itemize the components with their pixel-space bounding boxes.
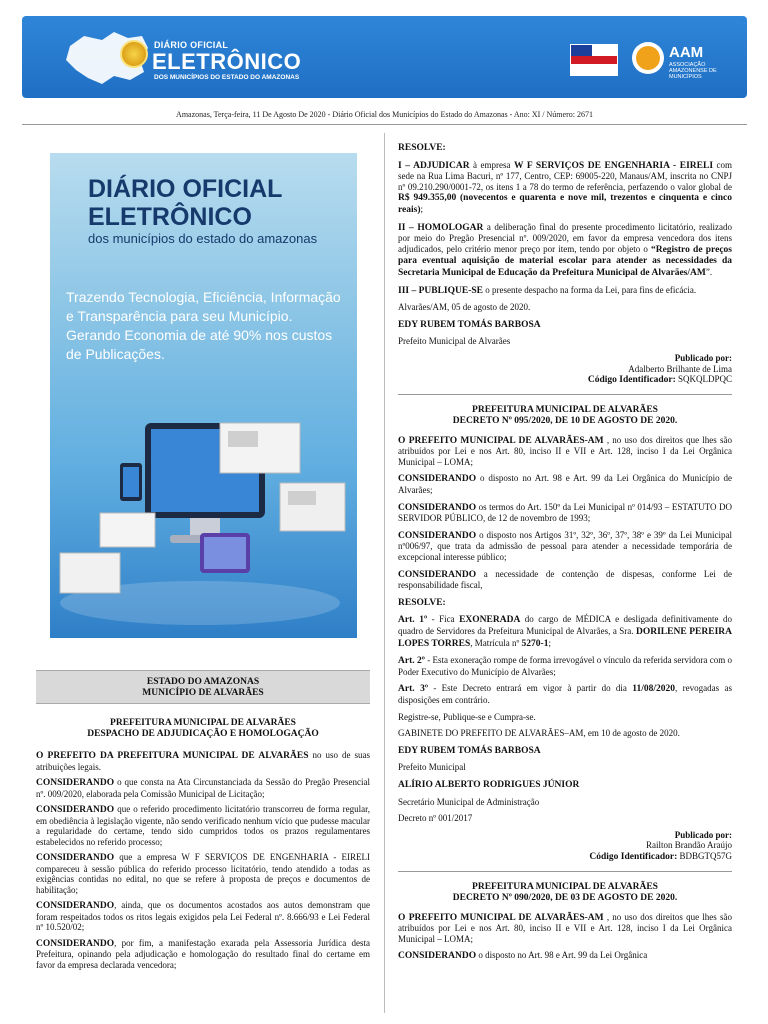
signer-name-text: EDY RUBEM TOMÁS BARBOSA [398, 319, 541, 330]
resolve-heading [398, 142, 732, 154]
signer-role: Secretário Municipal de Administração [398, 796, 540, 807]
article [398, 614, 732, 649]
signer-name [398, 319, 732, 331]
decree-title-line2: DECRETO Nº 090/2020, DE 03 DE AGOSTO DE 2020. [452, 892, 678, 903]
paragraph-lead: CONSIDERANDO [36, 778, 115, 788]
paragraph-text: o que consta na Ata Circunstanciada da Sessão do Pregão Presencial nº. 009/2020, elaborada pela Comissão Municipal de Licitação; [36, 777, 370, 799]
ad-title-line1: DIÁRIO OFICIAL [88, 175, 283, 203]
decree-reference: Decreto nº 001/2017 [398, 813, 473, 824]
paragraph-text: , no uso dos direitos que lhes são atribuídos por Lei e nos Art. 80, inciso II e VII e Art. 128, inciso I da Lei Orgânica Municipal – LOMA; [398, 434, 732, 467]
paragraph-lead: CONSIDERANDO [36, 938, 115, 949]
published-by-label: Publicado por: [674, 352, 732, 363]
item-lead: III – PUBLIQUE-SE [398, 285, 483, 296]
divider [398, 871, 732, 872]
paragraph [398, 569, 732, 591]
gabinete-text: GABINETE DO PREFEITO DE ALVARÃES–AM, em 10 de agosto de 2020. [398, 728, 680, 739]
item-publique [398, 285, 732, 297]
despacho-title-line1: PREFEITURA MUNICIPAL DE ALVARÃES [110, 718, 296, 728]
ad-title [88, 175, 282, 231]
publication-info [398, 830, 732, 863]
resolve-heading [398, 597, 732, 609]
code-label: Código Identificador: [589, 851, 678, 862]
ad-subtitle: dos municípios do estado do amazonas [88, 231, 318, 246]
paragraph-lead: CONSIDERANDO [36, 901, 115, 911]
aam-logo-text: AAM [669, 44, 704, 61]
municipality-name: MUNICÍPIO DE ALVARÃES [142, 688, 264, 698]
paragraph-text: , ainda, que os documentos acostados aos autos demonstram que foram respeitados todos os ritos legais exigidos pela Lei Federal nº. 8.666/93 e Lei Federal nº 10.520/02; [36, 900, 370, 932]
aam-logo-subtitle: ASSOCIAÇÃO AMAZONENSE DE MUNICÍPIOS [669, 62, 717, 80]
item-object: “Registro de preços para eventual aquisição de material escolar para atender as necessidades da Secretaria Municipal de Educação da Prefeitura Municipal de Alvarães/AM [398, 244, 732, 278]
paragraph-lead: CONSIDERANDO [36, 805, 115, 815]
decree-title [398, 405, 732, 427]
article-lead: Art. 3º [398, 684, 428, 695]
paragraph [398, 950, 732, 962]
article-text: , revogadas as disposições em contrário. [398, 683, 732, 705]
resolve-label: RESOLVE: [398, 143, 446, 153]
paragraph [36, 750, 370, 772]
article-text: ; [548, 637, 551, 648]
item-text: com sede na Rua Lima Bacuri, nº 177, Centro, CEP: 69005-220, Manaus/AM, inscrita no CNPJ nº 09.210.290/0001-72, os itens 1 a 78 do termo de referência, perfazendo o valor global de [398, 159, 733, 192]
advertisement-banner [50, 153, 357, 638]
global-value: R$ 949.355,00 (novecentos e quarenta e nove mil, trezentos e cinquenta e cinco reais) [398, 193, 732, 215]
divider [398, 394, 732, 395]
signer-role: Prefeito Municipal [398, 762, 466, 773]
article-lead: Art. 1º [398, 615, 428, 626]
item-adjudicar [398, 160, 732, 216]
signer-name-text: ALÍRIO ALBERTO RODRIGUES JÚNIOR [398, 779, 580, 790]
state-name: ESTADO DO AMAZONAS [146, 677, 260, 687]
paragraph [36, 938, 370, 971]
paragraph-text: a necessidade de contenção de dispesas, conforme Lei de responsabilidade fiscal, [398, 568, 732, 591]
paragraph [398, 473, 732, 495]
identifier-code: BDBGTQ57G [677, 850, 732, 861]
article-text: , Matrícula nº [470, 637, 522, 648]
ad-title-line2: ELETRÔNICO [88, 203, 252, 231]
article-text: do cargo de MÉDICA e desligada definitivamente do quadro de Servidores da Prefeitura Municipal de Alvarães, a Sra. [398, 614, 732, 636]
decree-title [398, 882, 732, 904]
paragraph-lead: CONSIDERANDO [398, 569, 477, 580]
paragraph [398, 530, 732, 563]
place-date: Alvarães/AM, 05 de agosto de 2020. [398, 302, 531, 313]
paragraph-lead: O PREFEITO MUNICIPAL DE ALVARÃES-AM [398, 435, 604, 446]
paragraph-text: o disposto no Art. 98 e Art. 99 da Lei Orgânica [476, 950, 648, 961]
item-lead: I – ADJUDICAR [398, 160, 470, 171]
article [398, 655, 732, 677]
despacho-title-line2: DESPACHO DE ADJUDICAÇÃO E HOMOLOGAÇÃO [87, 729, 319, 739]
paragraph-text: o disposto nos Artigos 31º, 32º, 36º, 37º, 38º e 39º da Lei Municipal nº006/97, que trata da admissão de pessoal para atender a necessidade temporária de excepcional interesse público; [398, 529, 732, 563]
paragraph [398, 912, 732, 945]
state-header-box [36, 670, 370, 704]
aam-logo-icon [632, 42, 664, 74]
article-text: - Esta exoneração rompe de forma irrevogável o vínculo da referida servidora com o Poder Executivo do Município de Alvarães; [398, 655, 732, 677]
ad-tagline: Trazendo Tecnologia, Eficiência, Informação e Transparência para seu Município. Gerando Economia de até 90% nos custos de Publicações. [66, 289, 341, 362]
paragraph-lead: O PREFEITO DA PREFEITURA MUNICIPAL DE ALVARÃES [36, 751, 309, 761]
item-text: ; [420, 203, 424, 214]
decree-title-line1: PREFEITURA MUNICIPAL DE ALVARÃES [472, 404, 658, 415]
amazonas-flag-icon [570, 44, 618, 76]
article [398, 683, 732, 705]
seal-icon [120, 40, 148, 68]
article-text: - Este Decreto entrará em vigor à partir do dia [427, 683, 633, 694]
paragraph-text: que o referido procedimento licitatório transcorreu de forma regular, em obediência à legislação vigente, não sendo verificado nenhum vício que pudesse macular a regularidade do certame, tendo sido cumpridos todos os prazos regulamentares estabelecidos no referido processo; [36, 804, 370, 847]
paragraph [398, 435, 732, 468]
edition-dateline: Amazonas, Terça-feira, 11 De Agosto De 2020 - Diário Oficial dos Municípios do Estado do Amazonas - Ano: XI / Número: 2671 [176, 110, 593, 119]
signer-role: Prefeito Municipal de Alvarães [398, 336, 511, 347]
paragraph-text: , por fim, a manifestação exarada pela Assessoria Jurídica desta Prefeitura, opinando pela adjudicação e homologação do resultado final do certame em favor da empresa declarada vencedora; [36, 937, 370, 970]
decree-title-line2: DECRETO Nº 095/2020, DE 10 DE AGOSTO DE 2020. [452, 415, 678, 426]
item-lead: II – HOMOLOGAR [398, 222, 484, 233]
effective-date: 11/08/2020 [632, 684, 676, 695]
brand-title: ELETRÔNICO [152, 49, 302, 74]
devices-illustration [50, 383, 357, 638]
signer-name [398, 779, 732, 791]
published-by-label: Publicado por: [674, 829, 732, 840]
paragraph-lead: CONSIDERANDO [398, 474, 477, 485]
item-text: o presente despacho na forma da Lei, para fins de eficácia. [483, 284, 697, 295]
person-name: DORILENE PEREIRA LOPES TORRES [398, 627, 732, 649]
paragraph-text: no uso de suas atribuições legais. [36, 750, 370, 772]
brand-top-text: DIÁRIO OFICIAL [154, 40, 229, 50]
paragraph-lead: CONSIDERANDO [398, 530, 477, 541]
paragraph [36, 852, 370, 895]
identifier-code: SQKQLDPQC [675, 374, 732, 385]
item-text: a deliberação final do presente procedimento licitatório, realizado por meio do Pregão Presencial nº. 009/2020, em favor da empresa vencedora dos itens adjudicados, pelo critério menor preço por item, tendo por objeto o [398, 221, 733, 254]
registre-text: Registre-se, Publique-se e Cumpra-se. [398, 711, 536, 722]
publisher-name: Railton Brandão Araújo [646, 840, 732, 851]
paragraph-lead: CONSIDERANDO [36, 853, 115, 863]
despacho-body [36, 750, 370, 975]
paragraph [36, 900, 370, 933]
despacho-title [36, 718, 370, 740]
signer-name-text: EDY RUBEM TOMÁS BARBOSA [398, 745, 541, 756]
paragraph-text: , no uso dos direitos que lhes são atribuídos por Lei e nos Art. 80, inciso II e VII e Art. 128, inciso I da Lei Orgânica Municipal – LOMA; [398, 911, 732, 944]
signer-name [398, 745, 732, 757]
paragraph-lead: CONSIDERANDO [398, 951, 477, 962]
article-text: - Fica [427, 614, 460, 625]
divider [22, 124, 747, 125]
brand-subtitle: DOS MUNICÍPIOS DO ESTADO DO AMAZONAS [154, 74, 300, 81]
paragraph-text: o disposto no Art. 98 e Art. 99 da Lei Orgânica do Município de Alvarães; [398, 473, 732, 496]
page-header [22, 16, 747, 98]
publication-info [398, 353, 732, 386]
paragraph-lead: O PREFEITO MUNICIPAL DE ALVARÃES-AM [398, 912, 604, 923]
company-name: W F SERVIÇOS DE ENGENHARIA - EIRELI [513, 160, 714, 171]
registration-number: 5270-1 [521, 638, 549, 649]
paragraph-text: os termos do Art. 150º da Lei Municipal nº 014/93 – ESTATUTO DO SERVIDOR PÚBLICO, de 12 de novembro de 1993; [398, 501, 732, 524]
paragraph-text: que a empresa W F SERVIÇOS DE ENGENHARIA - EIRELI compareceu à sessão pública do referido processo licitatório, tendo atendido a todas as exigências contidas no edital, no que se refere à proposta de preços e documentos de habilitação; [36, 852, 370, 895]
paragraph [36, 804, 370, 847]
article-emphasis: EXONERADA [459, 615, 521, 626]
publisher-name: Adalberto Brilhante de Lima [628, 363, 732, 374]
paragraph [398, 502, 732, 524]
item-text: ”. [705, 266, 713, 277]
column-divider [384, 133, 385, 1013]
article-lead: Art. 2º [398, 656, 425, 667]
paragraph [36, 777, 370, 799]
decree-title-line1: PREFEITURA MUNICIPAL DE ALVARÃES [472, 881, 658, 892]
right-column [398, 142, 732, 968]
paragraph-lead: CONSIDERANDO [398, 502, 477, 513]
code-label: Código Identificador: [587, 375, 676, 386]
resolve-label: RESOLVE: [398, 597, 446, 608]
item-text: à empresa [469, 159, 514, 170]
item-homologar [398, 222, 732, 279]
